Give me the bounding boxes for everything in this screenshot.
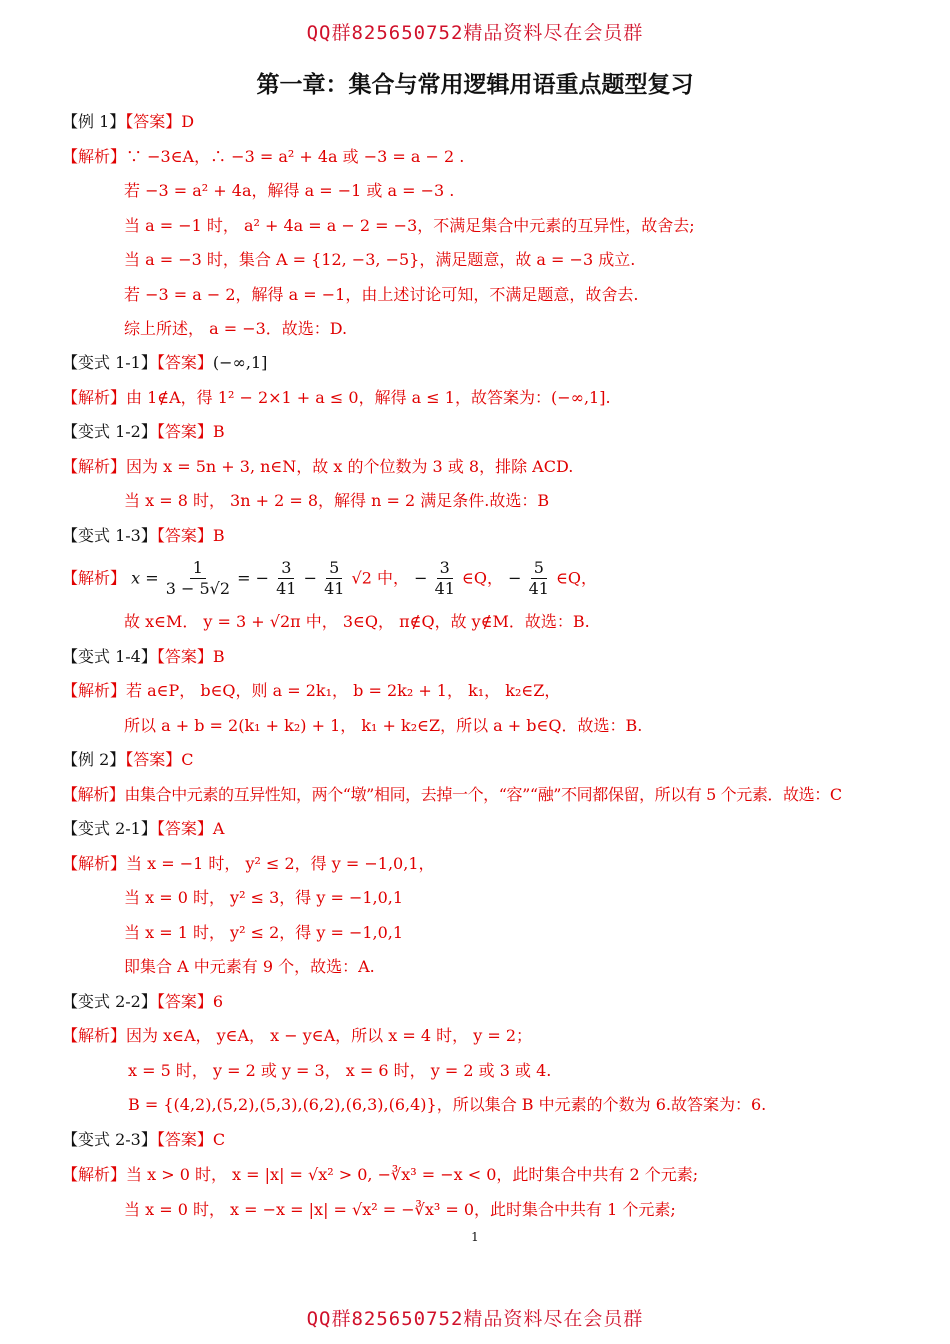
analysis-line: 若 −3 = a² + 4a，解得 a = −1 或 a = −3 .	[124, 181, 455, 200]
analysis-line: 当 x = 0 时， y² ≤ 3，得 y = −1,0,1	[124, 888, 404, 907]
analysis-line: 当 x = 0 时， x = −x = |x| = √x² = −∛x³ = 0，此时集合中共有 1 个元素;	[124, 1200, 676, 1219]
analysis-line: 当 x = 8 时， 3n + 2 = 8，解得 n = 2 满足条件.故选：B	[124, 491, 550, 510]
analysis-line: 故 x∈M． y = 3 + √2π 中， 3∈Q， π∉Q，故 y∉M．故选：B.	[124, 612, 590, 631]
analysis-line: x = 5 时， y = 2 或 y = 3， x = 6 时， y = 2 或 3 或 4.	[128, 1061, 552, 1080]
item-heading: 【变式 1-4】【答案】B	[62, 647, 225, 666]
item-heading: 【变式 2-3】【答案】C	[62, 1130, 226, 1149]
item-heading: 【变式 2-1】【答案】A	[62, 819, 225, 838]
analysis-line: 即集合 A 中元素有 9 个，故选：A.	[124, 957, 375, 976]
analysis-line: 【解析】∵ −3∈A，∴ −3 = a² + 4a 或 −3 = a − 2 .	[62, 147, 465, 166]
analysis-line: 【解析】因为 x = 5n + 3, n∈N，故 x 的个位数为 3 或 8，排除 ACD.	[62, 457, 574, 476]
watermark-header: QQ群825650752精品资料尽在会员群	[306, 22, 644, 44]
analysis-line: B = {(4,2),(5,2),(5,3),(6,2),(6,3),(6,4)}，所以集合 B 中元素的个数为 6.故答案为：6.	[128, 1095, 767, 1114]
page-title: 第一章：集合与常用逻辑用语重点题型复习	[256, 72, 694, 98]
analysis-line: 当 x = 1 时， y² ≤ 2，得 y = −1,0,1	[124, 923, 404, 942]
item-heading: 【变式 1-2】【答案】B	[62, 422, 225, 441]
analysis-line: 所以 a + b = 2(k₁ + k₂) + 1， k₁ + k₂∈Z，所以 a + b∈Q．故选：B.	[124, 716, 643, 735]
item-heading: 【例 2】【答案】C	[62, 750, 194, 769]
analysis-line: 【解析】由集合中元素的互异性知，两个“墩”相同，去掉一个，“容”“融”不同都保留，所以有 5 个元素．故选：C	[62, 785, 842, 804]
analysis-line: 【解析】由 1∉A，得 1² − 2×1 + a ≤ 0，解得 a ≤ 1，故答案为：(−∞,1].	[62, 388, 611, 407]
page-number: 1	[471, 1230, 479, 1244]
analysis-line: 【解析】当 x > 0 时， x = |x| = √x² > 0, −∛x³ = −x < 0，此时集合中共有 2 个元素;	[62, 1165, 699, 1184]
analysis-line: 【解析】若 a∈P， b∈Q，则 a = 2k₁， b = 2k₂ + 1， k₁， k₂∈Z，	[62, 681, 561, 700]
analysis-line: 当 a = −3 时，集合 A = {12, −3, −5}，满足题意，故 a = −3 成立.	[124, 250, 636, 269]
analysis-line: 【解析】当 x = −1 时， y² ≤ 2，得 y = −1,0,1，	[62, 854, 435, 873]
item-heading: 【变式 1-1】【答案】(−∞,1]	[62, 353, 268, 372]
analysis-fraction-line: 【解析】 x = $\frac{1}{3 - 5√2}$ = − $\frac{3}{41}$ − $\frac{5}{41}$ √2 中， − $\frac{3}{41}$ ∈Q， − $\frac{5}{41}$ ∈Q，	[62, 558, 598, 598]
analysis-line: 综上所述， a = −3．故选：D.	[124, 319, 348, 338]
watermark-footer: QQ群825650752精品资料尽在会员群	[306, 1308, 644, 1330]
analysis-line: 当 a = −1 时， a² + 4a = a − 2 = −3，不满足集合中元素的互异性，故舍去;	[124, 216, 695, 235]
item-heading: 【变式 1-3】【答案】B	[62, 526, 225, 545]
analysis-line: 【解析】因为 x∈A， y∈A， x − y∈A，所以 x = 4 时， y = 2；	[62, 1026, 533, 1045]
analysis-line: 若 −3 = a − 2，解得 a = −1，由上述讨论可知，不满足题意，故舍去.	[124, 285, 639, 304]
item-heading: 【变式 2-2】【答案】6	[62, 992, 224, 1011]
item-heading: 【例 1】【答案】D	[62, 112, 195, 131]
